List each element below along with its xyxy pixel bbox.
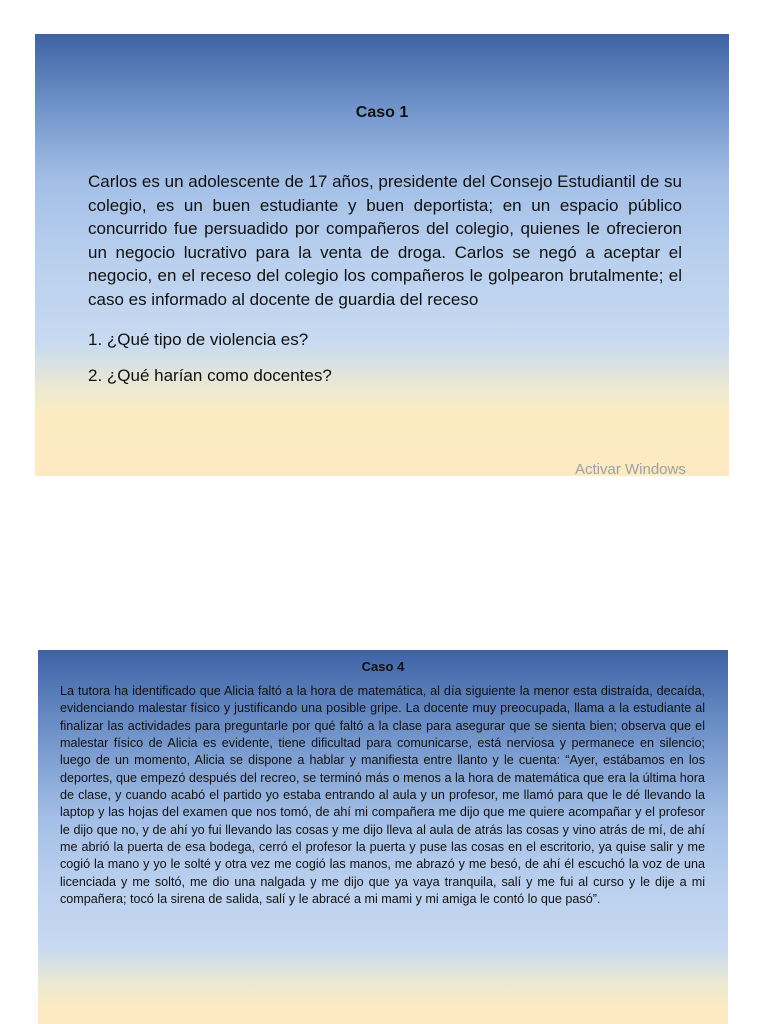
slide-caso-4 bbox=[38, 650, 728, 1024]
question-2: 2. ¿Qué harían como docentes? bbox=[88, 366, 332, 385]
windows-activation-watermark: Activar Windows bbox=[575, 461, 686, 476]
slide-caso-1 bbox=[35, 34, 729, 476]
slide-title: Caso 4 bbox=[361, 659, 405, 674]
slide-title: Caso 1 bbox=[355, 104, 409, 121]
question-1: 1. ¿Qué tipo de violencia es? bbox=[88, 330, 309, 349]
case-description: Carlos es un adolescente de 17 años, presidente del Consejo Estudiantil de su colegio, es un buen estudiante y buen deportista; en un espacio público concurrido fue persuadido por compañeros del colegio, quienes le ofrecieron un negocio lucrativo para la venta de droga. Carlos se negó a aceptar el negocio, en el receso del colegio los compañeros le golpearon brutalmente; el caso es informado al docente de guardia del receso bbox=[88, 172, 682, 309]
case-description: La tutora ha identificado que Alicia faltó a la hora de matemática, al día siguiente la menor esta distraída, decaída, evidenciando malestar físico y justificando una posible gripe. La docente muy preocupada, llama a la estudiante al finalizar las actividades para preguntarle por qué faltó a la clase para asegurar que se sienta bien; observa que el malestar físico de Alicia es evidente, tiene dificultad para comunicarse, está nerviosa y permanece en silencio; luego de un momento, Alicia se dispone a hablar y manifiesta entre llanto y le cuenta: “Ayer, estábamos en los deportes, que empezó después del recreo, se terminó más o menos a la hora de matemática que era la última hora de clase, y cuando acabó el partido yo estaba entrando al aula y un profesor, me llamó para que le dé llevando la laptop y las hojas del examen que nos tomó, de ahí mi compañera me dijo que me quiere acompañar y el profesor le dijo que no, y de ahí yo fui llevando las cosas y me dijo lleva al aula de atrás las cosas y vino atrás de mí, de ahí me abrió la puerta de esa bodega, cerró el profesor la puerta y puse las cosas en el escritorio, ya quise salir y me cogió la mano y yo le solté y otra vez me cogió las manos, me abrazó y me besó, de ahí él escuchó la voz de una licenciada y me soltó, me dio una nalgada y me dijo que ya vaya tranquila, salí y me fui al curso y le dije a mi compañera; tocó la sirena de salida, salí y le abracé a mi mami y mi amiga le contó lo que pasó”. bbox=[60, 684, 705, 907]
